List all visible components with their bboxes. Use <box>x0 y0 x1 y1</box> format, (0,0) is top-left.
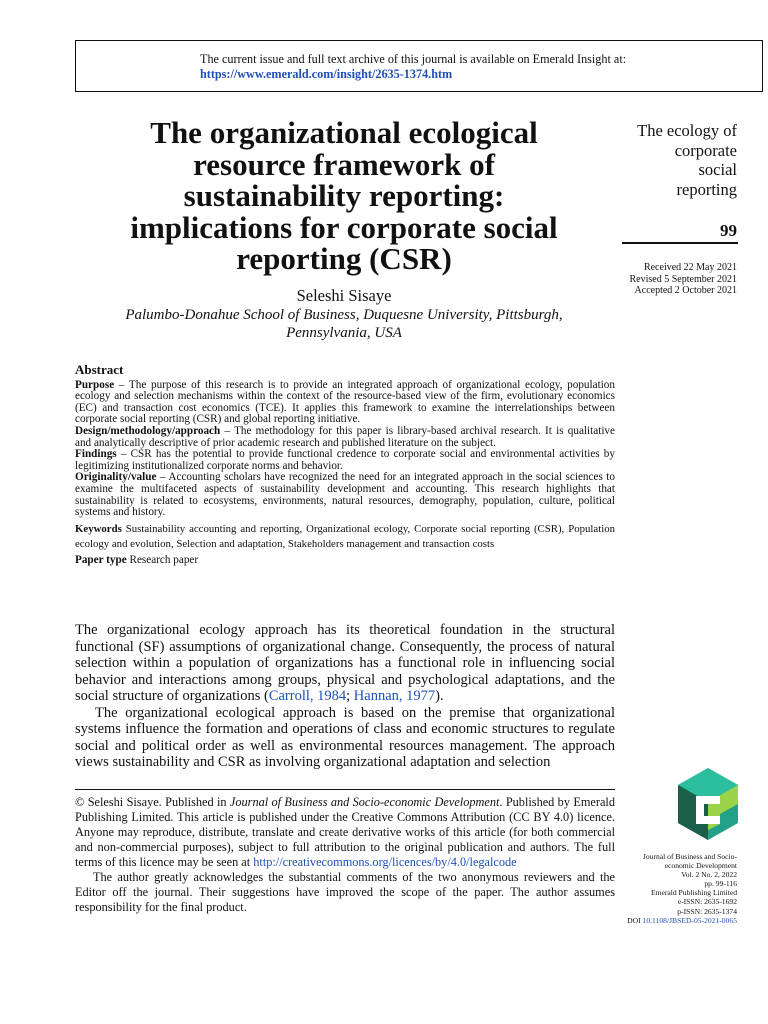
title-line: reporting (CSR) <box>236 241 452 276</box>
license-text: . Published by Emerald Publishing Limited. This article is published under the Creative Commons Attribution (CC BY 4.0) licence. Anyone may reproduce, distribute, translate and create derivative works of this article (for both commercial and non-commercial purposes), subject to full attribution to the original publication and authors. The full terms of this licence may be seen at <box>75 795 615 869</box>
journal-logo-icon <box>676 768 740 840</box>
license-note <box>75 795 615 870</box>
keywords-text: Sustainability accounting and reporting, Organizational ecology, Corporate social reporting (CSR), Population ecology and evolution, Selection and adaptation, Stakeholders management and transaction costs <box>75 522 615 550</box>
paragraph-text: The organizational ecology approach has its theoretical foundation in the structural functional (SF) assumptions of organizational change. Consequently, the process of natural selection within a population of organizations has a functional role in influencing social behavior and interactions among groups, physical and psychological adaptations, and the social structure of organizations ( <box>75 622 615 704</box>
received-date: Received 22 May 2021 <box>643 262 737 273</box>
citation-link[interactable]: Hannan, 1977 <box>353 688 436 704</box>
running-head-line: corporate <box>674 140 737 160</box>
design-label: Design/methodology/approach <box>75 424 221 437</box>
journal-info-line: Emerald Publishing Limited <box>650 888 737 898</box>
footnote <box>75 795 615 915</box>
journal-info-line: pp. 99-116 <box>704 879 737 889</box>
abstract-findings <box>75 449 615 472</box>
article-dates <box>600 262 737 297</box>
journal-info-line: p-ISSN: 2635-1374 <box>677 906 737 916</box>
running-head <box>600 121 737 199</box>
author-affiliation <box>100 306 588 342</box>
abstract-heading: Abstract <box>75 362 124 377</box>
abstract-originality <box>75 472 615 518</box>
access-notice <box>200 52 680 82</box>
abstract-purpose <box>75 380 615 426</box>
article-title <box>78 117 610 275</box>
journal-info-line: economic Development <box>664 861 737 871</box>
originality-label: Originality/value <box>75 471 157 484</box>
abstract-paper-type <box>75 553 615 567</box>
title-line: sustainability reporting: <box>183 178 505 213</box>
journal-url-link[interactable]: https://www.emerald.com/insight/2635-1374.htm <box>200 67 453 81</box>
paper-type-text: Research paper <box>126 553 199 566</box>
body-paragraph <box>75 622 615 705</box>
title-line: implications for corporate social <box>130 209 558 245</box>
findings-label: Findings <box>75 448 117 461</box>
abstract <box>75 364 615 567</box>
footnote-divider <box>75 789 615 790</box>
paper-type-label: Paper type <box>75 553 127 566</box>
journal-info <box>600 852 737 925</box>
design-text: – The methodology for this paper is library-based archival research. It is qualitative and analytically descriptive of prior academic research and published literature on the subject. <box>75 424 615 449</box>
purpose-text: – The purpose of this research is to provide an integrated approach of organizational ecology, population ecology and selection mechanisms within the context of the resource-based view of the firm, evolutionary economics (EC) and transaction cost economics (TCE). It applies this framework to examine the interrelationships between corporate social reporting (CSR) and global reporting initiative. <box>75 378 615 426</box>
keywords-label: Keywords <box>75 522 122 535</box>
access-notice-text: The current issue and full text archive of this journal is available on Emerald Insight at: <box>200 52 627 66</box>
doi-link[interactable]: 10.1108/JBSED-05-2021-0065 <box>642 915 737 925</box>
journal-info-line: e-ISSN: 2635-1692 <box>677 897 737 907</box>
license-url-link[interactable]: http://creativecommons.org/licences/by/4.0/legalcode <box>253 855 517 869</box>
paragraph-end: ). <box>435 688 444 704</box>
running-head-line: social <box>698 160 737 179</box>
running-head-line: reporting <box>676 179 737 199</box>
journal-info-line: Journal of Business and Socio- <box>642 852 737 861</box>
margin-divider <box>622 242 738 244</box>
abstract-design <box>75 426 615 449</box>
purpose-label: Purpose <box>75 378 115 391</box>
acknowledgement: The author greatly acknowledges the substantial comments of the two anonymous reviewers and the Editor off the journal. Their suggestions have improved the scope of the paper. The author assumes responsibility for the final product. <box>75 870 615 914</box>
abstract-keywords <box>75 522 615 552</box>
affiliation-line: Palumbo-Donahue School of Business, Duquesne University, Pittsburgh, <box>125 307 563 323</box>
revised-date: Revised 5 September 2021 <box>629 273 737 285</box>
license-text: © Seleshi Sisaye. Published in <box>75 795 230 809</box>
page-number: 99 <box>720 221 737 240</box>
citation-link[interactable]: Carroll, 1984 <box>268 688 347 704</box>
journal-name: Journal of Business and Socio-economic Development <box>229 795 500 809</box>
doi-label: DOI <box>627 915 643 925</box>
journal-info-line: Vol. 2 No. 2, 2022 <box>681 870 737 880</box>
body-paragraph: The organizational ecological approach is based on the premise that organizational systems influence the formation and operations of class and economic structures to regulate social and political order as well as environmental resources management. The approach views sustainability and CSR as involving organizational adaptation and selection <box>75 704 615 770</box>
doi-line <box>600 916 737 925</box>
findings-text: – CSR has the potential to provide functional credence to corporate social and environmental activities by legitimizing institutionalized corporate norms and behavior. <box>75 448 615 472</box>
affiliation-line: Pennsylvania, USA <box>286 325 402 341</box>
originality-text: – Accounting scholars have recognized the need for an integrated approach in the social sciences to examine the multifaceted aspects of sustainability development and accounting. This research highlights that sustainability is related to ecosystems, environments, natural resources, demography, population, culture, political systems and history. <box>75 471 615 519</box>
running-head-line: The ecology of <box>637 121 737 140</box>
author-name: Seleshi Sisaye <box>296 286 392 305</box>
citation-separator: ; <box>346 688 354 704</box>
accepted-date: Accepted 2 October 2021 <box>634 285 737 296</box>
title-line: The organizational ecological <box>150 115 538 150</box>
title-line: resource framework of <box>193 146 495 182</box>
body-text <box>75 622 615 771</box>
